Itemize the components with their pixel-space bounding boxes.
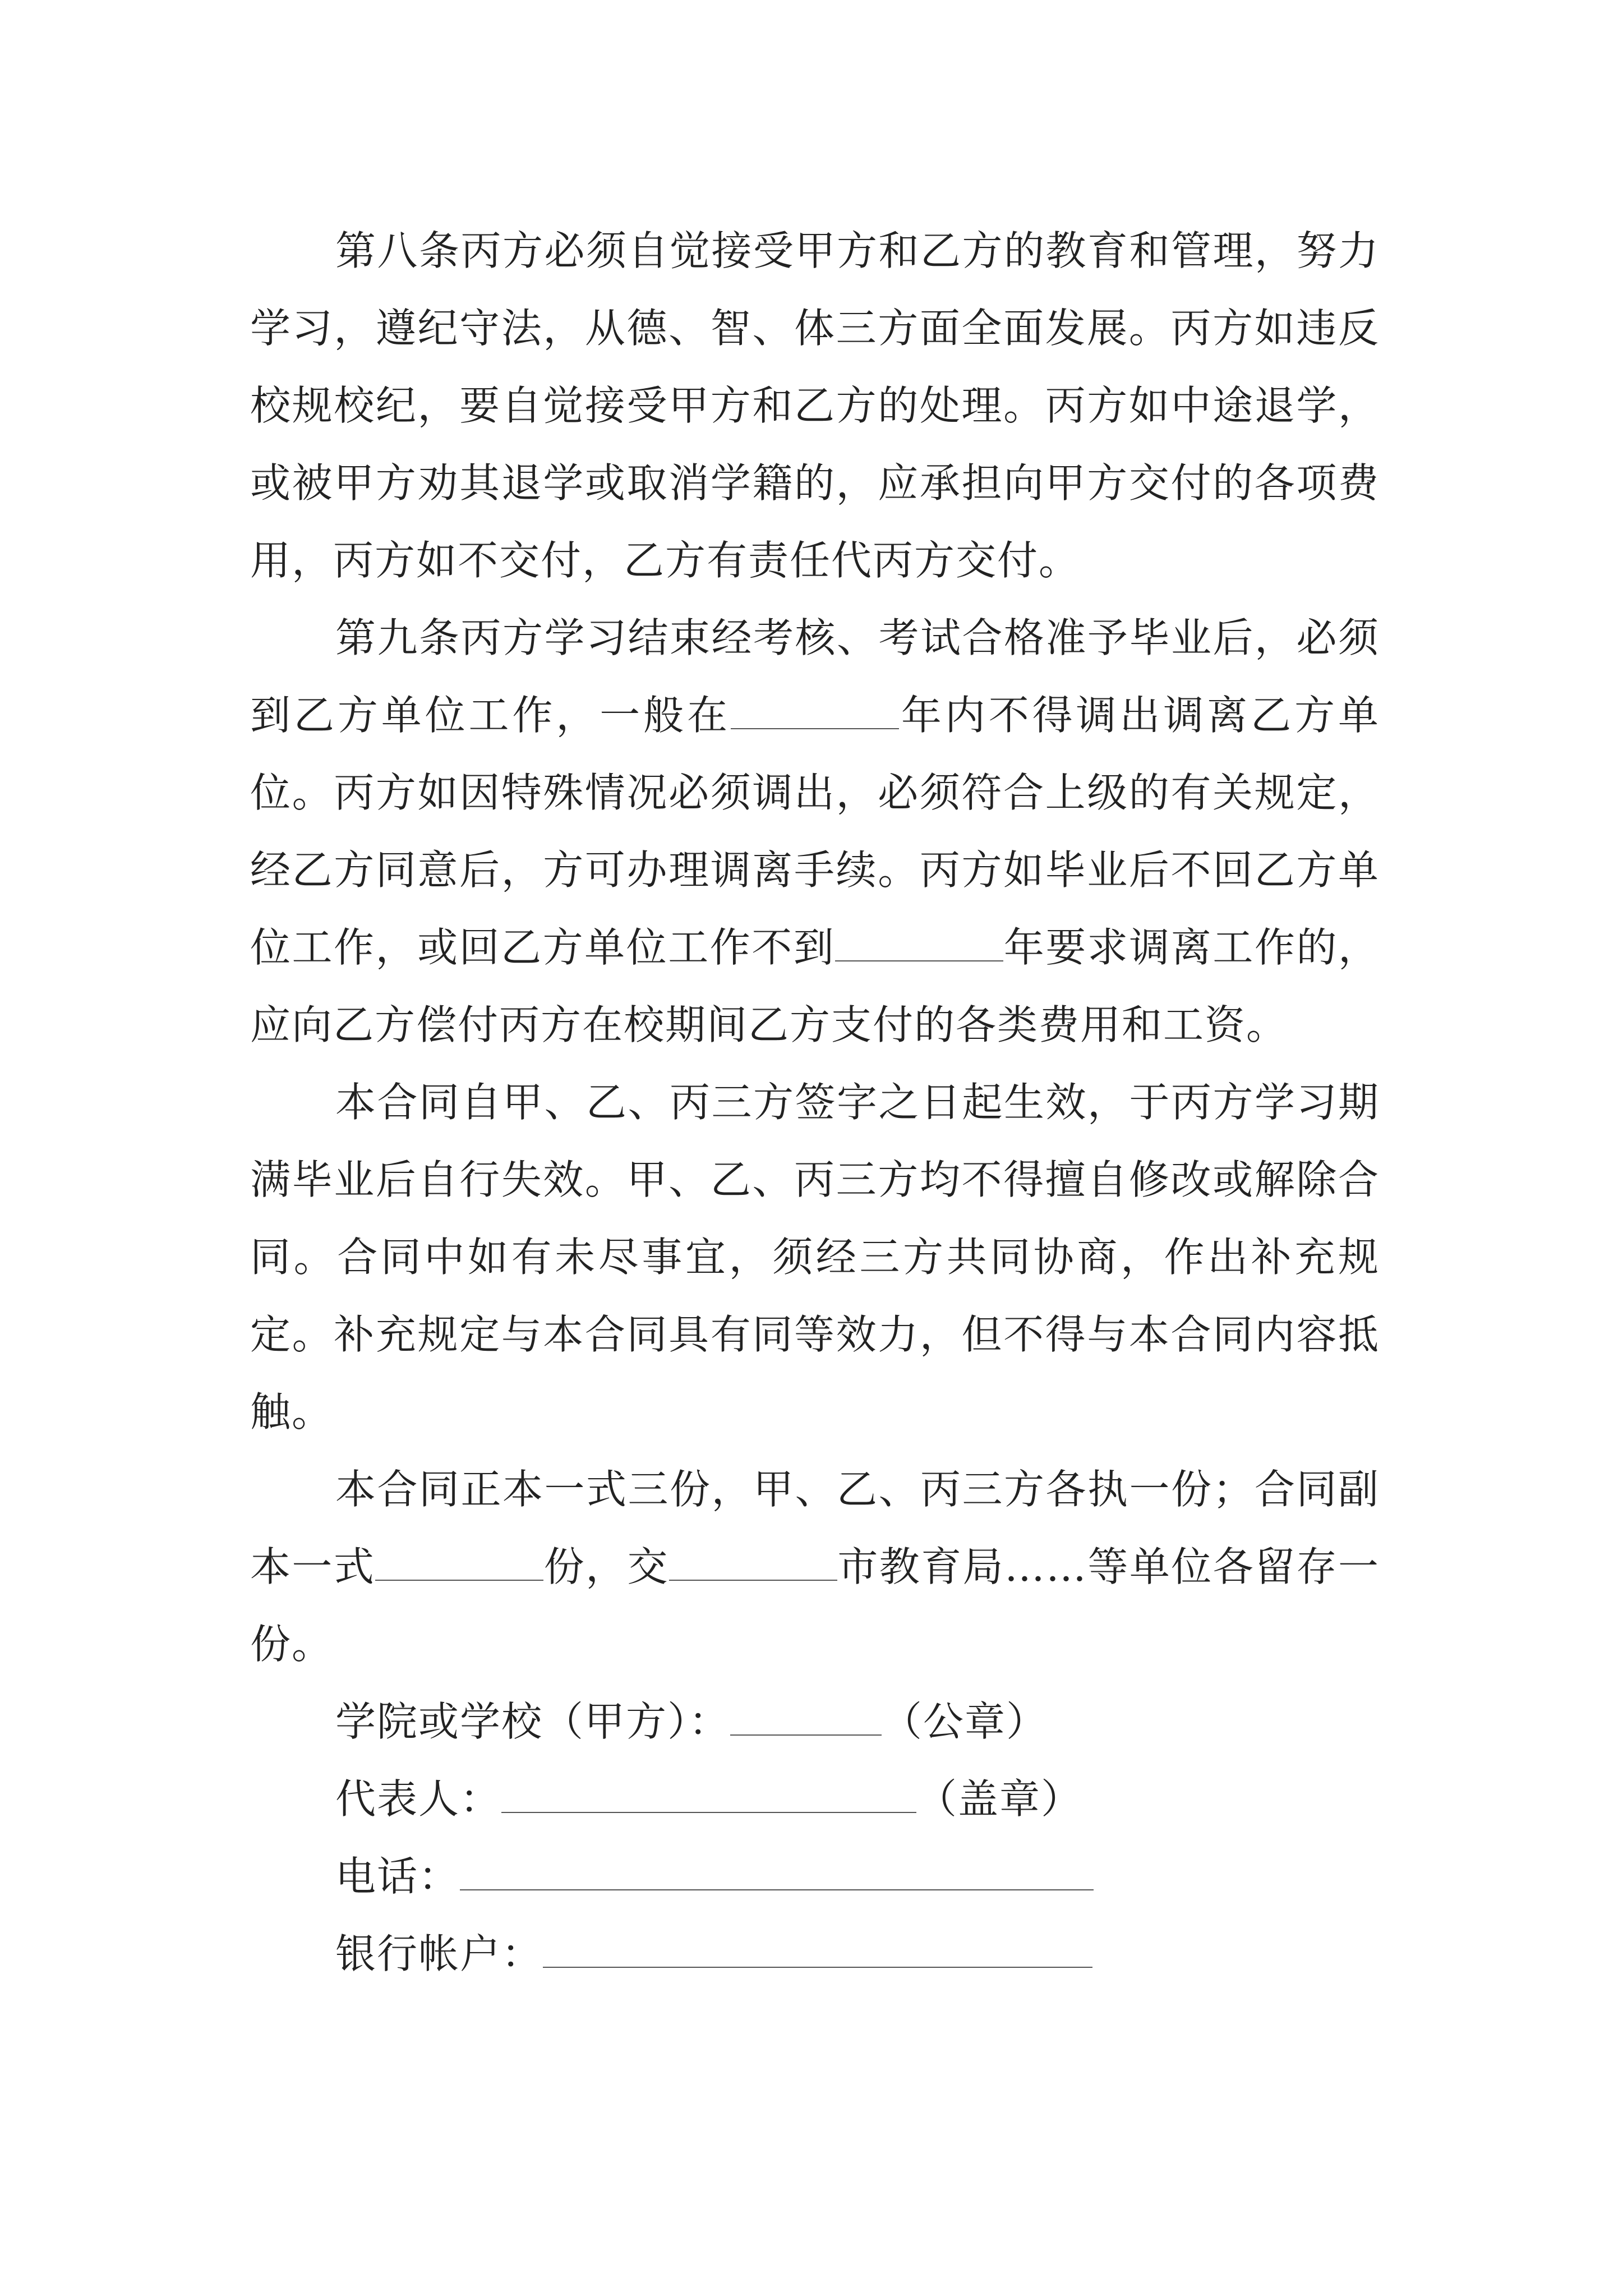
article-9-text-2: 年内不得调出调离乙方单位。丙方如因特殊情况必须调出，必须符合上级的有关规定，经乙方同意后，方可办理调离手续。丙方如毕业后不回乙方单位工作，或回乙方单位工作不到 — [250, 692, 1380, 971]
copies-clause-text-3: 市教育局……等单位各留存一份。 — [250, 1543, 1380, 1668]
copies-clause-text-2: 份，交 — [543, 1543, 669, 1590]
party-a-seal-label: （公章） — [882, 1698, 1048, 1745]
article-9-text-3: 年要求调离工作的，应向乙方偿付丙方在校期间乙方支付的各类费用和工资。 — [250, 924, 1380, 1048]
article-9-text-1: 第九条丙方学习结束经考核、考试合格准予毕业后，必须到乙方单位工作，一般在 — [250, 614, 1380, 739]
article-8-paragraph — [250, 212, 1380, 599]
bank-account-blank-field[interactable] — [543, 1932, 1092, 1968]
bank-account-label: 银行帐户： — [335, 1930, 543, 1977]
article-8-text: 第八条丙方必须自觉接受甲方和乙方的教育和管理，努力学习，遵纪守法，从德、智、体三方面全面发展。丙方如违反校规校纪，要自觉接受甲方和乙方的处理。丙方如中途退学，或被甲方劝其退学或取消学籍的，应承担向甲方交付的各项费用，丙方如不交付，乙方有责任代丙方交付。 — [250, 227, 1380, 584]
phone-blank-field[interactable] — [460, 1855, 1094, 1890]
phone-label: 电话： — [335, 1853, 460, 1900]
effect-clause-text: 本合同自甲、乙、丙三方签字之日起生效，于丙方学习期满毕业后自行失效。甲、乙、丙三方均不得擅自修改或解除合同。合同中如有未尽事宜，须经三方共同协商，作出补充规定。补充规定与本合同具有同等效力，但不得与本合同内容抵触。 — [250, 1079, 1380, 1435]
representative-blank-field[interactable] — [501, 1777, 916, 1813]
representative-seal-label: （盖章） — [916, 1775, 1083, 1823]
article-9-paragraph — [250, 599, 1380, 1064]
document-page — [250, 212, 1380, 1993]
copies-count-blank-field[interactable] — [375, 1545, 543, 1581]
party-a-label: 学院或学校（甲方）： — [335, 1698, 731, 1745]
city-blank-field[interactable] — [669, 1545, 837, 1581]
representative-line — [250, 1760, 1380, 1838]
copies-clause-text-1: 本合同正本一式三份，甲、乙、丙三方各执一份；合同副本一式 — [250, 1466, 1380, 1590]
representative-label: 代表人： — [335, 1775, 502, 1823]
party-a-line — [250, 1683, 1380, 1760]
min-work-years-blank-field[interactable] — [835, 926, 1003, 961]
bank-account-line — [250, 1915, 1380, 1993]
effect-clause-paragraph — [250, 1064, 1380, 1451]
party-a-blank-field[interactable] — [730, 1700, 882, 1736]
years-blank-field[interactable] — [731, 693, 899, 729]
copies-clause-paragraph — [250, 1451, 1380, 1683]
phone-line — [250, 1838, 1380, 1915]
